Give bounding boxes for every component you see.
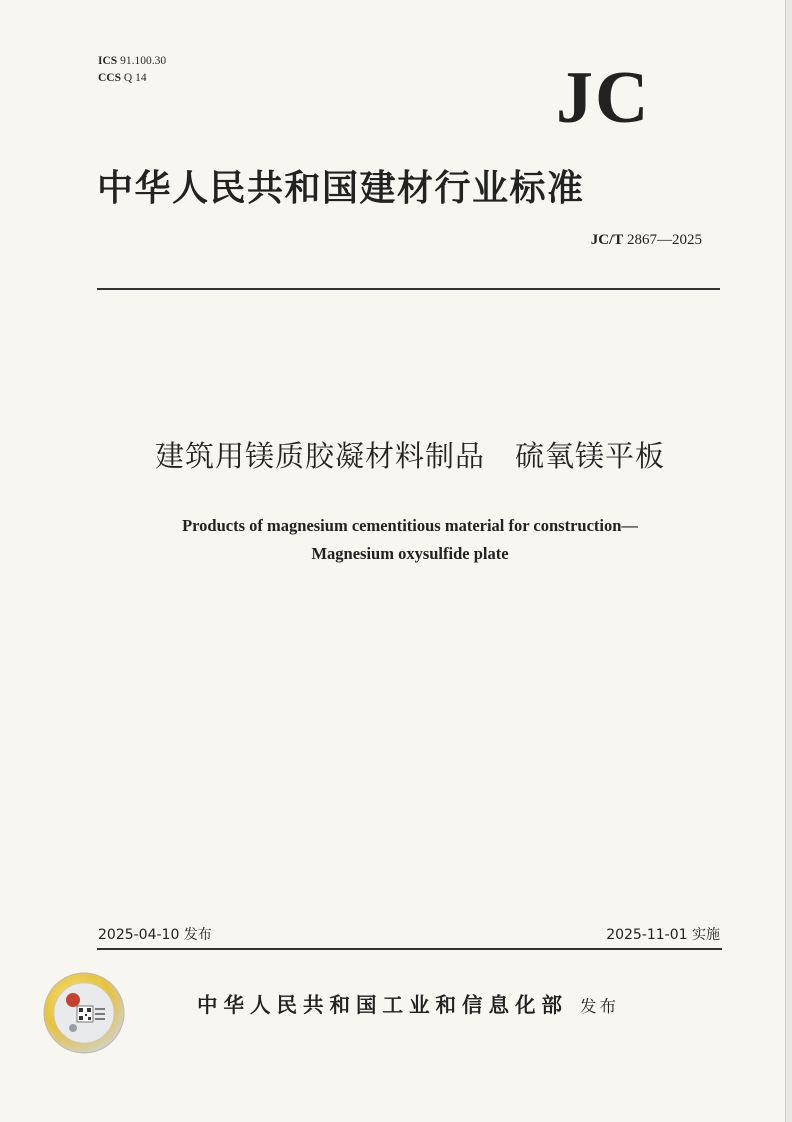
ics-label: ICS	[98, 55, 118, 67]
publisher-suffix: 发布	[580, 997, 619, 1016]
document-title-chinese: 建筑用镁质胶凝材料制品 硫氧镁平板	[154, 439, 665, 473]
ccs-label: CCS	[98, 72, 122, 84]
footer-divider	[97, 948, 722, 950]
ics-line	[98, 53, 166, 70]
standard-prefix: JC/T	[590, 232, 624, 248]
document-title-english	[0, 512, 792, 568]
standard-code: 2867—2025	[627, 232, 702, 248]
publisher-name: 中华人民共和国工业和信息化部	[197, 993, 568, 1017]
english-title-line-1: Products of magnesium cementitious material for construction—	[182, 516, 638, 535]
issue-date: 2025-04-10 发布	[98, 927, 212, 943]
classification-codes	[98, 53, 166, 87]
standard-number	[591, 232, 702, 249]
header-divider	[97, 288, 720, 290]
anti-counterfeit-seal-icon	[43, 972, 125, 1054]
ccs-line	[98, 70, 166, 87]
standard-type-title: 中华人民共和国建材行业标准	[97, 168, 585, 209]
publisher-line	[197, 988, 619, 1018]
implementation-date: 2025-11-01 实施	[606, 927, 720, 943]
ics-code: 91.100.30	[120, 55, 167, 67]
jc-standard-mark: JC	[556, 57, 651, 139]
english-title-line-2: Magnesium oxysulfide plate	[311, 544, 509, 563]
ccs-code: Q 14	[123, 72, 147, 84]
